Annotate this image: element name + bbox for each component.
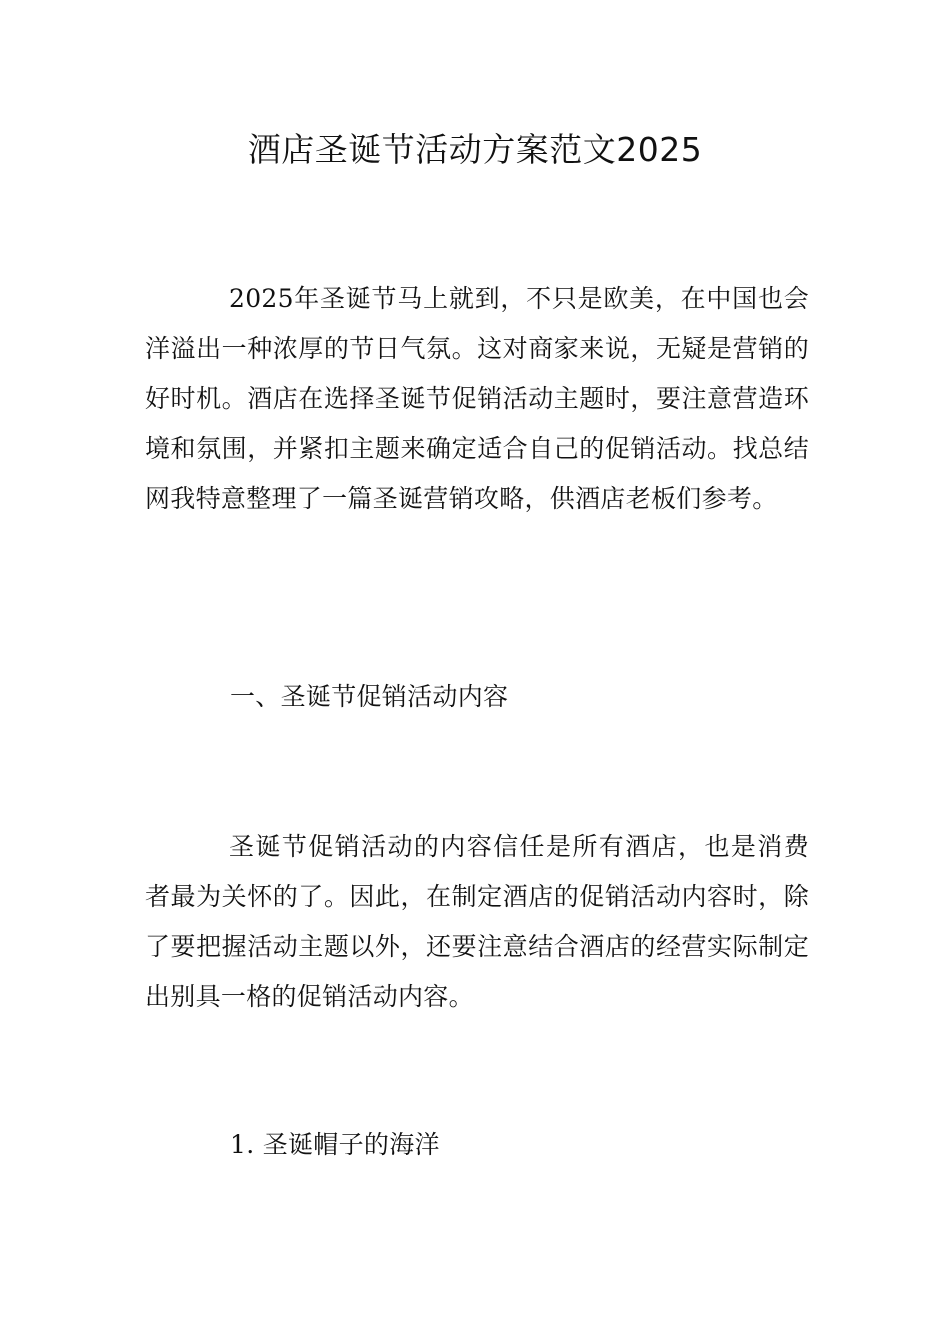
promotion-content-paragraph: 圣诞节促销活动的内容信任是所有酒店，也是消费者最为关怀的了。因此，在制定酒店的促销活动内容时，除了要把握活动主题以外，还要注意结合酒店的经营实际制定出别具一格的促销活动内容。 — [145, 832, 809, 1011]
intro-paragraph: 2025年圣诞节马上就到，不只是欧美，在中国也会洋溢出一种浓厚的节日气氛。这对商家来说，无疑是营销的好时机。酒店在选择圣诞节促销活动主题时，要注意营造环境和氛围，并紧扣主题来确定适合自己的促销活动。找总结网我特意整理了一篇圣诞营销攻略，供酒店老板们参考。 — [145, 284, 809, 513]
document-title: 酒店圣诞节活动方案范文2025 — [247, 130, 703, 169]
subsection-heading-christmas-hats: 1. 圣诞帽子的海洋 — [230, 1130, 440, 1159]
section-heading-promotion-content: 一、圣诞节促销活动内容 — [230, 682, 509, 711]
